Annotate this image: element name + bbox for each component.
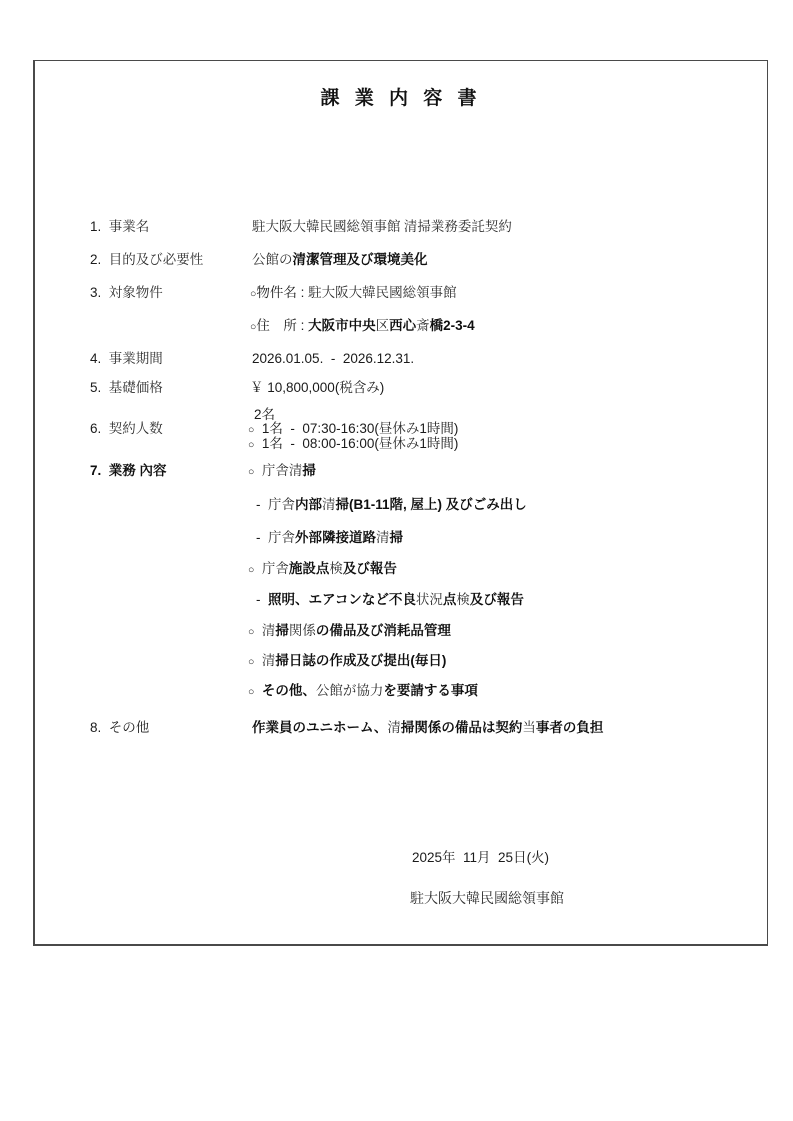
label-work-content: 7. 業務 內容 bbox=[90, 463, 167, 478]
value-shift-2: ○ 1名 - 08:00-16:00(昼休み1時間) bbox=[248, 436, 459, 451]
label-purpose: 2. 目的及び必要性 bbox=[90, 252, 204, 267]
label-target-property: 3. 対象物件 bbox=[90, 285, 163, 300]
value-project-name: 駐大阪大韓民國総領事館 清掃業務委託契約 bbox=[252, 219, 512, 234]
work-item-2: - 庁舎内部清掃(B1-11階, 屋上) 及びごみ出し bbox=[256, 497, 527, 512]
work-item-5: - 照明、エアコンなど不良状況点検及び報告 bbox=[256, 592, 524, 607]
label-project-name: 1. 事業名 bbox=[90, 219, 150, 234]
work-item-3: - 庁舎外部隣接道路清掃 bbox=[256, 530, 403, 545]
value-property-name: ○物件名 : 駐大阪大韓民國総領事館 bbox=[250, 285, 457, 300]
work-item-8: ○ その他、公館が協力を要請する事項 bbox=[248, 683, 478, 698]
value-property-address: ○住 所 : 大阪市中央区西心斎橋2-3-4 bbox=[250, 318, 475, 333]
work-item-1: ○ 庁舎清掃 bbox=[248, 463, 316, 478]
label-project-period: 4. 事業期間 bbox=[90, 351, 163, 366]
work-item-4: ○ 庁舎施設点検及び報告 bbox=[248, 561, 397, 576]
document-title: 課 業 内 容 書 bbox=[320, 88, 482, 109]
value-other-notes: 作業員のユニホーム、清掃関係の備品は契約当事者の負担 bbox=[252, 720, 604, 735]
label-contract-headcount: 6. 契約人数 bbox=[90, 421, 163, 436]
value-shift-1: ○ 1名 - 07:30-16:30(昼休み1時間) bbox=[248, 421, 459, 436]
organization-name: 駐大阪大韓民國総領事館 bbox=[410, 892, 564, 907]
date-line: 2025年 11月 25日(火) bbox=[412, 850, 550, 865]
label-base-price: 5. 基礎価格 bbox=[90, 380, 163, 395]
value-purpose: 公館の清潔管理及び環境美化 bbox=[252, 252, 428, 267]
value-project-period: 2026.01.05. - 2026.12.31. bbox=[252, 351, 415, 366]
work-item-7: ○ 清掃日誌の作成及び提出(毎日) bbox=[248, 653, 447, 668]
value-base-price: ￥ 10,800,000(税含み) bbox=[250, 380, 385, 395]
label-other-notes: 8. その他 bbox=[90, 720, 150, 735]
work-item-6: ○ 清掃関係の備品及び消耗品管理 bbox=[248, 623, 451, 638]
value-headcount-total: 2名 bbox=[254, 407, 276, 422]
document-page bbox=[33, 60, 768, 946]
